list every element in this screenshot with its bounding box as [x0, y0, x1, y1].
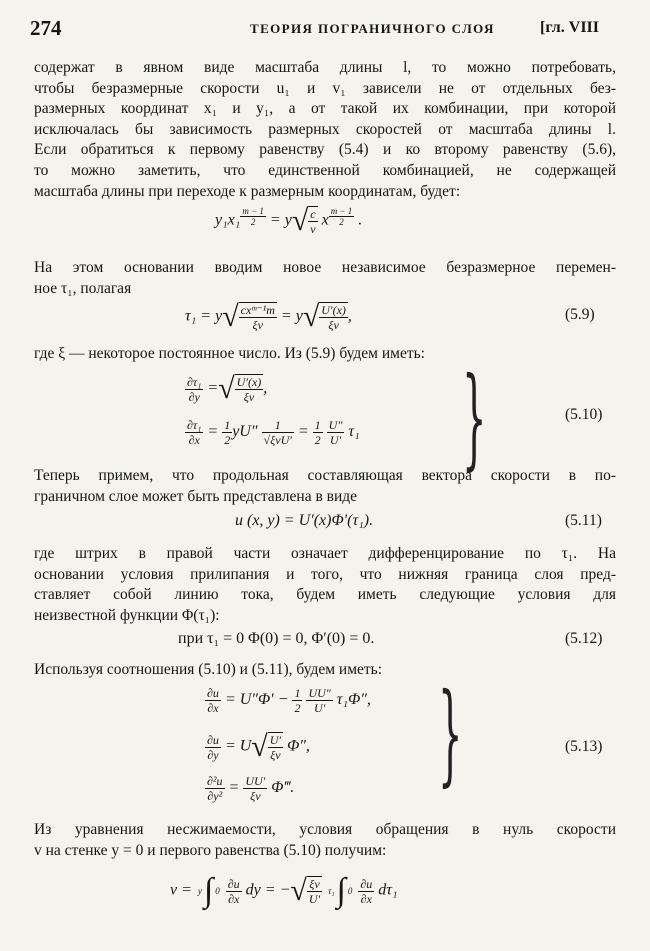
equation-label: (5.10): [565, 406, 603, 423]
equation-5-9: [185, 300, 352, 334]
frac-den: 2: [314, 433, 321, 447]
text-line: неизвестной функции Φ(τ₁):: [34, 606, 220, 624]
frac-den: ∂y²: [207, 789, 223, 803]
frac-num: ∂τ₁: [187, 374, 202, 389]
eq-term: Φ″,: [287, 737, 310, 755]
running-title: ТЕОРИЯ ПОГРАНИЧНОГО СЛОЯ: [250, 21, 495, 36]
int-top: τ₁: [328, 886, 335, 896]
chapter-label: [гл. VIII: [540, 19, 599, 36]
text-line: ставляет собой линию тока, будем иметь следующие условия для: [34, 586, 616, 604]
text-line: Теперь примем, что продольная составляющая вектора скорости в по-: [34, 467, 616, 484]
eq-term: = y: [280, 307, 303, 325]
eq-term: y₁x₁: [215, 211, 241, 229]
int-bottom: 0: [347, 886, 353, 896]
text-line: граничном слое может быть представлена в виде: [34, 487, 358, 505]
sqrt-symbol: √: [218, 372, 235, 405]
text-line: Если обратиться к первому равенству (5.4) и ко второму равенству (5.6),: [34, 141, 616, 159]
frac-num: U′(x): [321, 303, 346, 317]
eq-term: = U″Φ′ −: [224, 691, 289, 709]
paragraph-4: [34, 466, 616, 507]
paragraph-6: [34, 660, 616, 681]
equation-5-13-row-1: [205, 686, 371, 715]
text-line: масштаба длины при переходе к размерным координатам, будет:: [34, 182, 461, 200]
sqrt-symbol: √: [302, 300, 320, 333]
eq-term: yU″: [232, 423, 258, 441]
int-bottom: 0: [215, 886, 220, 896]
text-line: Из уравнения несжимаемости, условия обращения в нуль скорости: [34, 821, 616, 838]
text-line: основании условия прилипания и того, что нижняя граница слоя пред-: [34, 565, 616, 583]
frac-num: ∂u: [360, 876, 373, 891]
frac-num: 1: [314, 418, 321, 432]
frac-den: ∂x: [207, 701, 219, 715]
frac-num: 1: [262, 418, 294, 433]
eq-end: ,: [347, 307, 352, 325]
eq-term: v =: [170, 881, 192, 899]
sqrt-symbol: √: [222, 300, 239, 333]
frac-den: ∂y: [207, 747, 219, 762]
frac-num: ∂u: [207, 686, 219, 700]
equation-label: (5.12): [565, 630, 603, 647]
equation-5-10-row-2: [185, 418, 360, 447]
integral-symbol: ∫: [336, 872, 346, 909]
text-line: то можно заметить, что единственной комбинацией, не содержащей: [34, 161, 616, 179]
paragraph-5: [34, 544, 616, 626]
frac-den: 2: [224, 433, 231, 447]
frac-num: 1: [294, 686, 301, 700]
equation-5-11: u (x, y) = U′(x)Φ′(τ₁).: [235, 512, 374, 529]
text-line: ное τ₁, полагая: [34, 279, 132, 297]
frac-num: ∂τ₁: [187, 418, 202, 432]
text-line: где штрих в правой части означает дифференцирование по τ₁. На: [34, 545, 616, 562]
equation-5-13-row-3: [205, 774, 294, 803]
frac-num: 1: [224, 418, 231, 432]
frac-den: ν: [310, 222, 316, 236]
exp-num: m − 1: [330, 205, 353, 216]
equation-label: (5.9): [565, 306, 595, 323]
text-line: v на стенке y = 0 и первого равенства (5.10) получим:: [34, 841, 387, 859]
integral-symbol: ∫: [203, 872, 214, 909]
frac-num: UU′: [245, 774, 266, 788]
frac-den: ∂x: [188, 433, 200, 447]
eq-end: ,: [263, 379, 268, 397]
frac-den: ξν: [243, 390, 255, 404]
text-line: содержат в явном виде масштаба длины l, то можно потребовать,: [34, 59, 616, 76]
eq-sign: =: [269, 211, 281, 229]
sqrt-symbol: √: [291, 204, 309, 237]
right-brace: }: [438, 669, 463, 797]
paragraph-1: [34, 58, 616, 202]
eq-term: τ₁: [348, 423, 360, 441]
frac-den: ξν: [250, 789, 261, 803]
frac-den: ∂x: [360, 891, 372, 906]
frac-num: UU″: [308, 686, 331, 700]
eq-term: dy = −: [245, 881, 291, 899]
paragraph-7: [34, 820, 616, 861]
page-number: 274: [30, 16, 62, 40]
frac-num: c: [310, 207, 316, 221]
frac-den: 2: [294, 701, 301, 715]
frac-den: ∂y: [188, 389, 200, 404]
equation-5-10-row-1: [185, 372, 267, 406]
eq-term: y: [284, 211, 292, 229]
paragraph-3: [34, 344, 616, 365]
eq-end: .: [358, 211, 363, 229]
eq-term: = U: [224, 737, 252, 755]
text-line: где ξ — некоторое постоянное число. Из (5.9) будем иметь:: [34, 345, 425, 362]
exp-num: m − 1: [242, 205, 264, 216]
frac-den: ∂x: [228, 891, 240, 906]
frac-num: ∂u: [207, 732, 219, 747]
right-brace: }: [462, 353, 487, 481]
equation-final: [170, 872, 398, 910]
eq-term: τ₁Φ″,: [336, 691, 371, 709]
exp-den: 2: [250, 216, 256, 227]
eq-term: dτ₁: [378, 881, 398, 899]
eq-sign: =: [228, 779, 240, 797]
equation-5-12: при τ₁ = 0 Φ(0) = 0, Φ′(0) = 0.: [178, 630, 375, 647]
text-line: Используя соотношения (5.10) и (5.11), будем иметь:: [34, 661, 383, 678]
eq-term: Φ‴.: [271, 779, 295, 797]
exp-den: 2: [339, 216, 344, 227]
frac-num: U′(x): [236, 375, 262, 389]
frac-num: ξν: [307, 877, 322, 892]
paragraph-2: [34, 258, 616, 299]
eq-sign: =: [207, 423, 219, 441]
text-line: чтобы безразмерные скорости u₁ и v₁ зависели не от отдельных без-: [34, 79, 616, 97]
frac-den: ξν: [328, 318, 339, 332]
frac-den: √ξνU′: [263, 433, 292, 447]
eq-term: τ₁ = y: [185, 307, 223, 325]
frac-num: ∂²u: [207, 774, 223, 788]
frac-den: U′: [308, 892, 321, 906]
int-top: y: [197, 886, 202, 896]
frac-num: cxᵐ⁻¹m: [240, 303, 275, 317]
equation-5-13-row-2: [205, 730, 310, 764]
frac-den: ξν: [252, 318, 264, 332]
frac-den: U′: [313, 701, 326, 715]
sqrt-symbol: √: [251, 730, 268, 763]
frac-num: U″: [328, 418, 343, 432]
equation-label: (5.11): [565, 512, 602, 529]
sqrt-symbol: √: [290, 874, 307, 907]
frac-den: ξν: [270, 748, 281, 762]
equation-label: (5.13): [565, 738, 603, 755]
frac-den: U′: [329, 433, 342, 447]
eq-sign: =: [207, 379, 219, 397]
text-line: На этом основании вводим новое независимое безразмерное перемен-: [34, 259, 616, 276]
eq-sign: =: [297, 423, 309, 441]
text-line: размерных координат x₁ и y₁, а от такой их комбинации, при которой: [34, 100, 616, 118]
frac-num: ∂u: [227, 876, 240, 891]
equation-combination: [215, 204, 362, 238]
frac-num: U′: [269, 733, 282, 747]
text-line: исключалась бы зависимость размерных скоростей от масштаба длины l.: [34, 120, 616, 138]
eq-term: x: [321, 211, 329, 229]
